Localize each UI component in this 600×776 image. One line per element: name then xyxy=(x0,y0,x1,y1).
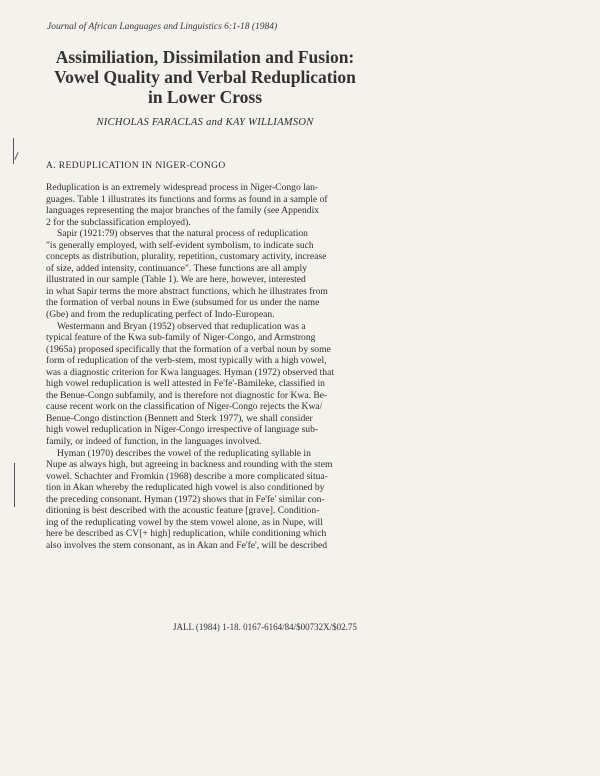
body-text xyxy=(46,182,368,552)
text-line: also involves the stem consonant, as in Akan and Fe'fe', will be described xyxy=(46,539,328,551)
title-line-2: Vowel Quality and Verbal Reduplication xyxy=(54,67,356,87)
text-line: form of reduplication of the verb-stem, most typically with a high vowel, xyxy=(46,355,327,367)
text-line: concepts as distribution, plurality, repetition, customary activity, increase xyxy=(46,251,327,263)
text-line: languages representing the major branches of the family (see Appendix xyxy=(46,205,320,217)
text-line: typical feature of the Kwa sub-family of Niger-Congo, and Armstrong xyxy=(46,332,316,344)
paragraph xyxy=(46,321,368,448)
text-line: Reduplication is an extremely widespread process in Niger-Congo lan- xyxy=(46,182,319,193)
text-line: vowel. Schachter and Fromkin (1968) describe a more complicated situa- xyxy=(46,470,328,482)
text-line: the formation of verbal nouns in Ewe (subsumed for us under the name xyxy=(46,297,320,309)
text-line: Sapir (1921:79) observes that the natural process of reduplication xyxy=(57,228,308,240)
authors: NICHOLAS FARACLAS and KAY WILLIAMSON xyxy=(96,117,314,128)
text-line: the Benue-Congo subfamily, and is therefore not diagnostic for Kwa. Be- xyxy=(46,389,328,401)
text-line: high vowel reduplication is well attested in Fe'fe'-Bamileke, classified in xyxy=(46,378,325,390)
text-line: family, or indeed of function, in the languages involved. xyxy=(46,436,262,448)
text-line: Benue-Congo distinction (Bennett and Sterk 1977), we shall consider xyxy=(46,412,313,424)
text-line: illustrated in our sample (Table 1). We are here, however, interested xyxy=(46,274,306,286)
paragraph xyxy=(46,182,368,228)
text-line: "is generally employed, with self-evident symbolism, to indicate such xyxy=(46,239,314,251)
text-line: Hyman (1970) describes the vowel of the reduplicating syllable in xyxy=(57,447,311,459)
text-line: the preceding consonant. Hyman (1972) shows that in Fe'fe' similar con- xyxy=(46,493,325,505)
footer-citation: JALL (1984) 1-18. 0167-6164/84/$00732X/$02.75 xyxy=(173,622,357,632)
text-line: was a diagnostic criterion for Kwa languages. Hyman (1972) observed that xyxy=(46,366,334,378)
text-line: 2 for the subclassification employed). xyxy=(46,216,191,228)
title-line-3: in Lower Cross xyxy=(147,87,263,107)
paragraph xyxy=(46,228,368,320)
text-line: (1965a) proposed specifically that the formation of a verbal noun by some xyxy=(46,343,331,355)
text-line: high vowel reduplication in Niger-Congo irrespective of language sub- xyxy=(46,424,319,436)
text-line: Westermann and Bryan (1952) observed that reduplication was a xyxy=(57,320,306,332)
title-line-1: Assimiliation, Dissimilation and Fusion: xyxy=(55,47,355,67)
text-line: cause recent work on the classification of Niger-Congo rejects the Kwa/ xyxy=(46,401,323,413)
section-heading: A. REDUPLICATION IN NIGER-CONGO xyxy=(46,161,226,171)
text-line: tion in Akan whereby the reduplicated high vowel is also conditioned by xyxy=(46,482,325,494)
text-line: (Gbe) and from the reduplicating perfect of Indo-European. xyxy=(46,309,275,321)
text-line: in what Sapir terms the more abstract functions, which he illustrates from xyxy=(46,285,328,297)
text-line: here be described as CV[+ high] reduplication, while conditioning which xyxy=(46,528,327,540)
journal-header: Journal of African Languages and Linguistics 6:1-18 (1984) xyxy=(47,22,278,32)
margin-pencil-mark xyxy=(14,152,19,160)
text-line: Nupe as always high, but agreeing in backness and rounding with the stem xyxy=(46,459,333,471)
text-line: of size, added intensity, continuance". These functions are all amply xyxy=(46,262,307,274)
article-title xyxy=(40,47,370,107)
margin-pencil-mark xyxy=(14,463,15,507)
text-line: ditioning is best described with the acoustic feature [grave]. Condition- xyxy=(46,505,320,517)
text-line: ing of the reduplicating vowel by the stem vowel alone, as in Nupe, will xyxy=(46,516,323,528)
paragraph xyxy=(46,448,368,552)
margin-pencil-mark xyxy=(13,138,14,164)
text-line: guages. Table 1 illustrates its functions and forms as found in a sample of xyxy=(46,193,328,205)
